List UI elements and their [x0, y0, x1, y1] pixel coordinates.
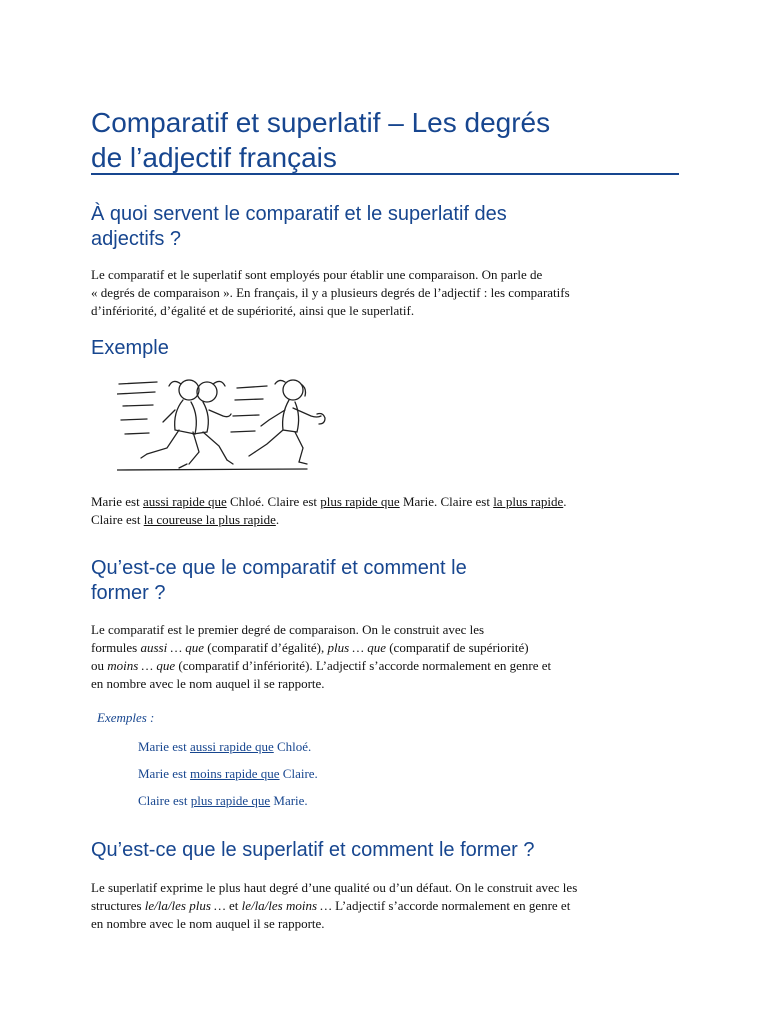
example-item-underlined: moins rapide que [189, 766, 280, 781]
paragraph-text: L’adjectif s’accorde normalement en genre et [331, 898, 571, 913]
example-underlined-phrase: aussi rapide que [142, 494, 227, 509]
example-item-underlined: aussi rapide que [189, 739, 274, 754]
example-item [138, 792, 308, 810]
example-item-text: Marie est [138, 766, 190, 781]
paragraph-text: formules [91, 640, 141, 655]
example-item [138, 738, 311, 756]
intro-paragraph-line-3: d’infériorité, d’égalité et de supériorité, ainsi que le superlatif. [91, 303, 415, 318]
example-item-underlined: plus rapide que [190, 793, 271, 808]
paragraph-text: structures [91, 898, 145, 913]
example-sentence-line-1 [91, 493, 681, 511]
section-heading-purpose-line-1: À quoi servent le comparatif et le superlatif des [91, 203, 507, 225]
intro-paragraph-line-1: Le comparatif et le superlatif sont employés pour établir une comparaison. On parle de [91, 267, 543, 282]
example-sentence-line-2 [91, 511, 681, 529]
superlative-paragraph-line-3: en nombre avec le nom auquel il se rapporte. [91, 916, 325, 931]
comparative-paragraph [91, 621, 681, 693]
section-heading-comparative-line-1: Qu’est-ce que le comparatif et comment le [91, 557, 467, 579]
formula-italic: le/la/les plus … [144, 898, 226, 913]
example-text: Chloé. Claire est [226, 494, 321, 509]
example-item-text: Claire est [138, 793, 191, 808]
section-heading-comparative-line-2: former ? [91, 582, 166, 604]
example-item [138, 765, 318, 783]
intro-paragraph-line-2: « degrés de comparaison ». En français, il y a plusieurs degrés de l’adjectif : les comparatifs [91, 285, 570, 300]
example-underlined-phrase: plus rapide que [320, 494, 400, 509]
example-underlined-phrase: la coureuse la plus rapide [143, 512, 276, 527]
page-title [91, 105, 681, 175]
page-title-line-1: Comparatif et superlatif – Les degrés [91, 107, 551, 138]
example-heading: Exemple [91, 337, 169, 359]
example-text: Marie est [91, 494, 143, 509]
comparative-paragraph-line-2 [91, 639, 681, 657]
formula-italic: moins … que [107, 658, 176, 673]
example-text: Marie. Claire est [399, 494, 494, 509]
paragraph-text: ou [91, 658, 108, 673]
section-heading-superlative: Qu’est-ce que le superlatif et comment le former ? [91, 839, 535, 861]
superlative-paragraph-line-1: Le superlatif exprime le plus haut degré d’une qualité ou d’un défaut. On le construit avec les [91, 880, 578, 895]
superlative-paragraph-line-2 [91, 897, 681, 915]
example-item-text: Marie est [138, 739, 190, 754]
section-heading-purpose [91, 202, 681, 252]
intro-paragraph [91, 266, 681, 320]
paragraph-text: (comparatif d’infériorité). L’adjectif s’accorde normalement en genre et [175, 658, 552, 673]
comparative-paragraph-line-3 [91, 657, 681, 675]
example-item-text: Chloé. [273, 739, 312, 754]
example-text: . [275, 512, 280, 527]
example-item-text: Marie. [270, 793, 308, 808]
comparative-paragraph-line-1: Le comparatif est le premier degré de comparaison. On le construit avec les [91, 622, 485, 637]
example-sentence [91, 493, 681, 529]
paragraph-text: (comparatif de supériorité) [385, 640, 529, 655]
paragraph-text: (comparatif d’égalité), [204, 640, 328, 655]
example-text: . [563, 494, 567, 509]
paragraph-text: et [225, 898, 242, 913]
formula-italic: aussi … que [140, 640, 205, 655]
section-heading-comparative [91, 556, 681, 606]
example-text: Claire est [91, 512, 144, 527]
superlative-paragraph [91, 879, 681, 933]
formula-italic: plus … que [327, 640, 386, 655]
examples-label: Exemples : [97, 710, 155, 725]
running-children-illustration [117, 370, 337, 480]
example-underlined-phrase: la plus rapide [493, 494, 564, 509]
page-title-line-2: de l’adjectif français [91, 142, 337, 173]
comparative-paragraph-line-4: en nombre avec le nom auquel il se rapporte. [91, 676, 325, 691]
section-heading-purpose-line-2: adjectifs ? [91, 228, 182, 250]
example-item-text: Claire. [279, 766, 318, 781]
title-underline-rule [91, 173, 679, 175]
formula-italic: le/la/les moins … [241, 898, 332, 913]
